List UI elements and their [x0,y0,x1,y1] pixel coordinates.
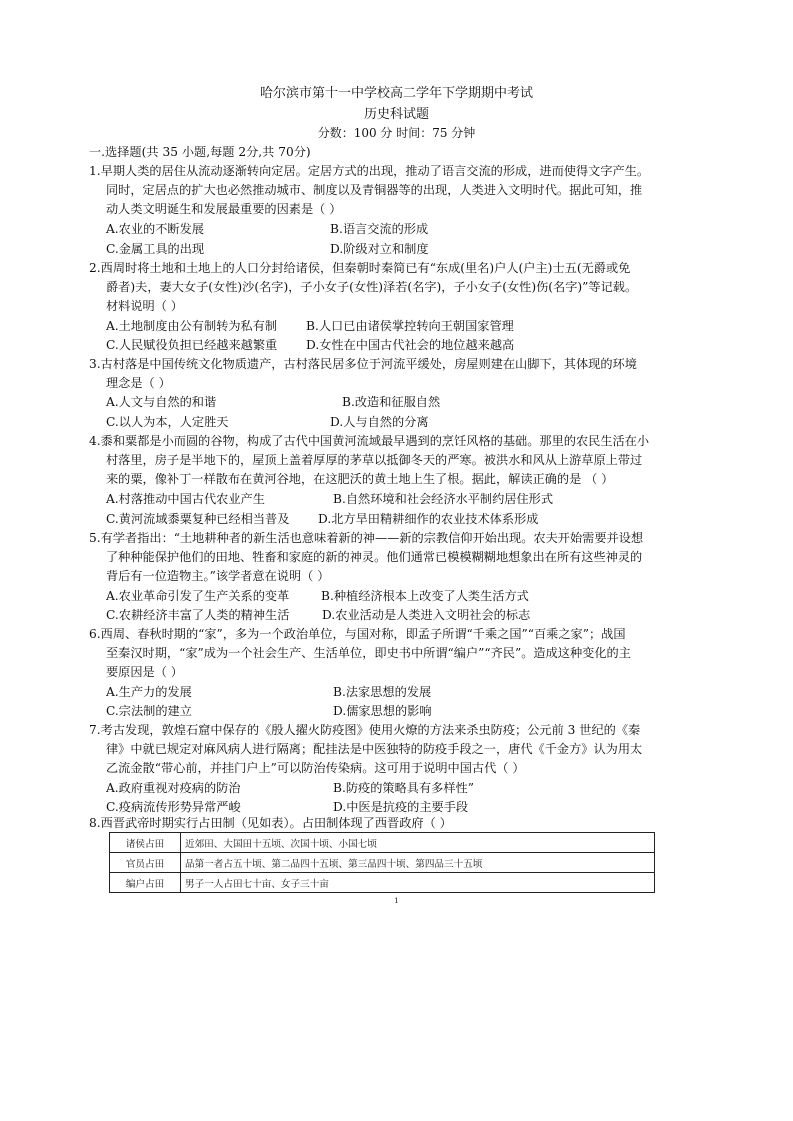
q1-option-a: A.农业的不断发展 [106,222,204,236]
q2-option-c: C.人民赋役负担已经越来越繁重 [106,338,278,352]
page-number: 1 [394,897,399,905]
q5-option-d: D.农业活动是人类进入文明社会的标志 [322,608,531,622]
q5-line-2: 了种种能保护他们的田地、牲畜和家庭的新的神灵。他们通常已模模糊糊地想象出在所有这些神灵的 [106,550,643,564]
q4-option-c: C.黄河流域黍粟复种已经相当普及 [106,512,290,526]
q4-line-3: 来的粟，像补丁一样散布在黄河谷地，在这肥沃的黄土地上生了根。据此，解读正确的是 （ ） [106,472,614,486]
q7-line-3: 乙流金散“带心前，并挂门户上”可以防治传染病。这可用于说明中国古代（ ） [106,761,525,775]
table-cell-detail: 品第一者占五十顷、第二品四十五顷、第三品四十顷、第四品三十五顷 [181,853,655,873]
table-row [110,833,655,853]
q6-line-3: 要原因是（ ） [106,665,183,679]
q3-option-b: B.改造和征服自然 [342,395,441,409]
q7-option-d: D.中医是抗疫的主要手段 [333,800,469,814]
q6-option-a: A.生产力的发展 [106,685,192,699]
table-cell-detail: 男子一人占田七十亩、女子三十亩 [181,873,655,893]
q1-line-2: 同时，定居点的扩大也必然推动城市、制度以及青铜器等的出现，人类进入文明时代。据此可知，推 [106,183,643,197]
q6-option-d: D.儒家思想的影响 [333,704,432,718]
q6-line-1: 6.西周、春秋时期的“家”，多为一个政治单位，与国对称，即孟子所谓“千乘之国”“百乘之家”；战国 [89,627,626,641]
q2-option-b: B.人口已由诸侯掌控转向王朝国家管理 [306,319,514,333]
q7-line-1: 7.考古发现，敦煌石窟中保存的《殷人擢火防疫图》使用火燎的方法来杀虫防疫；公元前 3 世纪的《秦 [89,723,641,737]
q7-line-2: 律》中就已规定对麻风病人进行隔离；配挂法是中医独特的防疫手段之一，唐代《千金方》认为用太 [106,742,643,756]
q5-option-c: C.农耕经济丰富了人类的精神生活 [106,608,290,622]
table-cell-category: 诸侯占田 [110,833,181,853]
q7-option-a: A.政府重视对疫病的防治 [106,781,241,795]
q7-option-b: B.防疫的策略具有多样性” [333,781,474,795]
exam-school-title: 哈尔滨市第十一中学校高二学年下学期期中考试 [259,86,533,101]
table-cell-category: 编户占田 [110,873,181,893]
exam-meta: 分数：100 分 时间：75 分钟 [317,126,476,140]
q5-line-1: 5.有学者指出：“土地耕种者的新生活也意味着新的神——新的宗教信仰开始出现。农夫开始需要并设想 [89,531,644,545]
q7-option-c: C.疫病流传形势异常严峻 [106,800,241,814]
q3-line-2: 理念是（ ） [106,376,171,390]
q6-option-c: C.宗法制的建立 [106,704,192,718]
q3-line-1: 3.古村落是中国传统文化物质遗产，古村落民居多位于河流平缓处，房屋则建在山脚下，其体现的环境 [89,357,637,371]
q1-option-d: D.阶级对立和制度 [330,242,429,256]
q3-option-c: C.以人为本，人定胜天 [106,415,229,429]
q2-line-2: 爵者)夫，妻大女子(女性)沙(名字)，子小女子(女性)泽若(名字)，子小女子(女性)伤(名字)”等记载。 [106,280,638,294]
q4-option-b: B.自然环境和社会经济水平制约居住形式 [333,492,554,506]
q3-option-d: D.人与自然的分离 [330,415,429,429]
q2-line-1: 2.西周时将土地和土地上的人口分封给诸侯，但秦朝时秦简已有“东成(里名)户人(户主)士五(无爵或免 [89,261,631,275]
table-cell-category: 官员占田 [110,853,181,873]
q1-line-1: 1.早期人类的居住从流动逐渐转向定居。定居方式的出现，推动了语言交流的形成，进而使得文字产生。 [89,164,650,178]
q8-line-1: 8.西晋武帝时期实行占田制（见如表）。占田制体现了西晋政府（ ） [89,816,452,830]
q4-line-1: 4.黍和粟都是小而圆的谷物，构成了古代中国黄河流域最早遇到的烹饪风格的基础。那里的农民生活在小 [89,434,650,448]
q1-option-c: C.金属工具的出现 [106,242,205,256]
q5-option-a: A.农业革命引发了生产关系的变革 [106,589,290,603]
exam-subject-title: 历史科试题 [363,107,429,122]
table-row [110,873,655,893]
q4-line-2: 村落里，房子是半地下的，屋顶上盖着厚厚的茅草以抵御冬天的严寒。被洪水和风从上游草原上带过 [106,453,643,467]
q2-option-a: A.土地制度由公有制转为私有制 [106,319,278,333]
q1-option-b: B.语言交流的形成 [330,222,429,236]
q2-option-d: D.女性在中国古代社会的地位越来越高 [306,338,515,352]
q2-line-3: 材料说明（ ） [106,299,183,313]
q1-line-3: 动人类文明诞生和发展最重要的因素是（ ） [106,202,342,216]
q6-line-2: 至秦汉时期，“家”成为一个社会生产、生活单位，即史书中所谓“编户”“齐民”。造成这种变化的主 [106,646,631,660]
q4-option-d: D.北方旱田精耕细作的农业技术体系形成 [318,512,539,526]
section-heading: 一.选择题(共 35 小题,每题 2分,共 70分) [89,145,311,159]
table-row [110,853,655,873]
q5-line-3: 背后有一位造物主。”该学者意在说明（ ） [106,569,330,583]
q6-option-b: B.法家思想的发展 [333,685,432,699]
table-cell-detail: 近郊田、大国田十五顷、次国十顷、小国七顷 [181,833,655,853]
q5-option-b: B.种植经济根本上改变了人类生活方式 [321,589,529,603]
q3-option-a: A.人文与自然的和谐 [106,395,217,409]
q4-option-a: A.村落推动中国古代农业产生 [106,492,265,506]
land-allocation-table [109,832,655,893]
